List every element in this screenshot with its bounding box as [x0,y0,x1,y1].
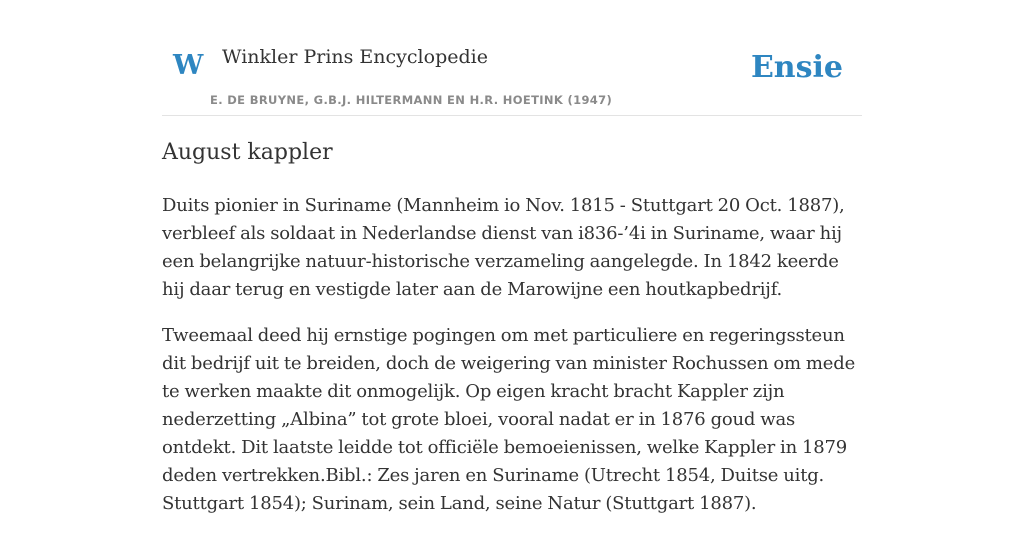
ensie-brand-logo[interactable]: Ensie [750,50,843,85]
encyclopedia-logo: W [173,50,204,81]
article-title: August kappler [162,140,333,165]
source-header [162,30,862,116]
article-paragraph-1: Duits pionier in Suriname (Mannheim io Nov. 1815 - Stuttgart 20 Oct. 1887), verbleef als soldaat in Nederlandse dienst van i836-’4i in Suriname, waar hij een belangrijke natuur-historische verzameling aangelegde. In 1842 keerde hij daar terug en vestigde later aan de Marowijne een houtkapbedrijf. [162,195,845,300]
source-authors: E. DE BRUYNE, G.B.J. HILTERMANN EN H.R. HOETINK (1947) [210,93,613,107]
article-paragraph-2: Tweemaal deed hij ernstige pogingen om met particuliere en regeringssteun dit bedrijf uit te breiden, doch de weigering van minister Rochussen om mede te werken maakte dit onmogelijk. Op eigen kracht bracht Kappler zijn nederzetting „Albina” tot grote bloei, vooral nadat er in 1876 goud was ontdekt. Dit laatste leidde tot officiële bemoeienissen, welke Kappler in 1879 deden vertrekken.Bibl.: Zes jaren en Suriname (Utrecht 1854, Duitse uitg. Stuttgart 1854); Surinam, sein Land, seine Natur (Stuttgart 1887). [162,325,856,514]
source-title[interactable]: Winkler Prins Encyclopedie [222,46,488,68]
article-body [162,192,862,536]
